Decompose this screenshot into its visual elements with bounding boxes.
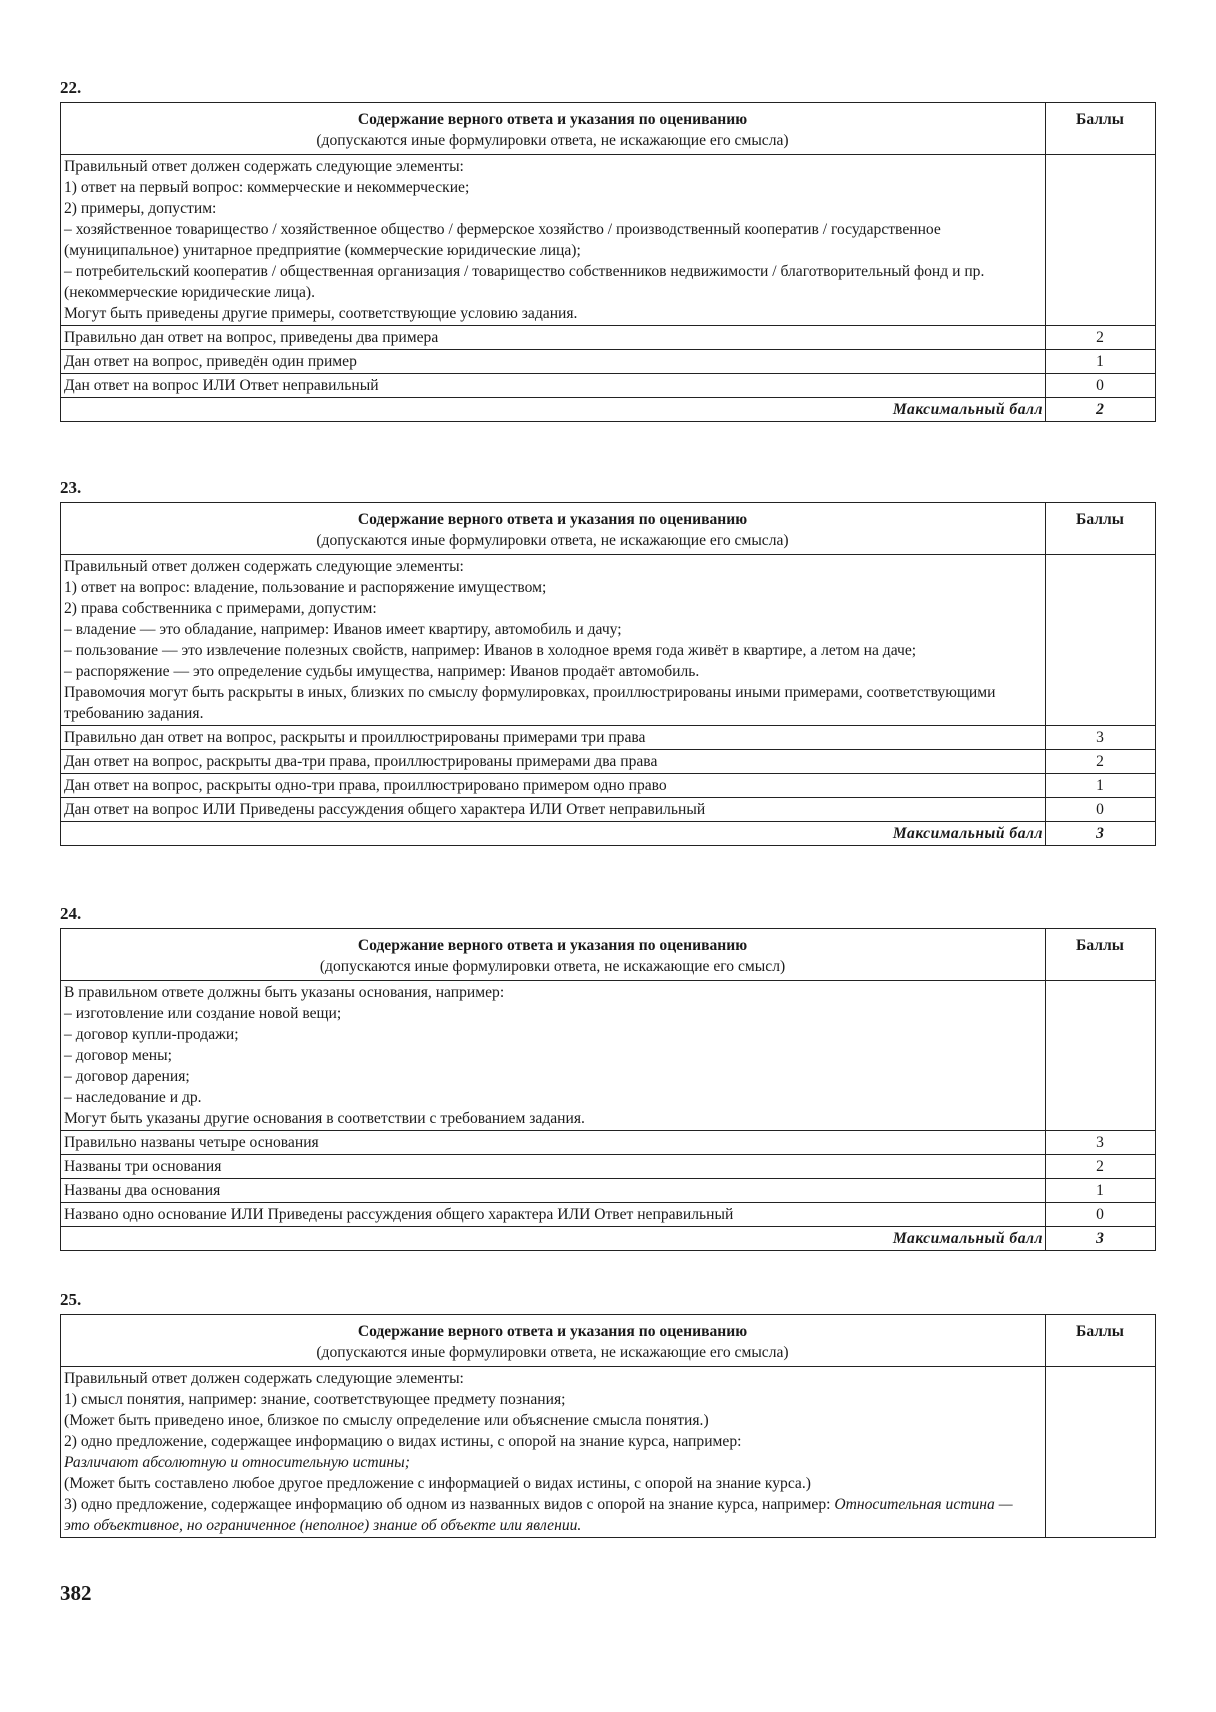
content-line: – договор купли-продажи; bbox=[64, 1026, 239, 1043]
criterion-text: Правильно дан ответ на вопрос, раскрыты и проиллюстрированы примерами три права bbox=[61, 726, 1046, 750]
content-line: 2) одно предложение, содержащее информацию о видах истины, с опорой на знание курса, например: bbox=[64, 1433, 742, 1450]
max-score-value: 3 bbox=[1046, 1227, 1156, 1251]
criterion-text: Дан ответ на вопрос ИЛИ Приведены рассуждения общего характера ИЛИ Ответ неправильный bbox=[61, 798, 1046, 822]
empty-score-cell bbox=[1046, 555, 1156, 726]
header-subtitle: (допускаются иные формулировки ответа, не искажающие его смысла) bbox=[316, 1344, 789, 1361]
content-line: – хозяйственное товарищество / хозяйственное общество / фермерское хозяйство / производственный кооператив / государственное (муниципальное) унитарное предприятие (коммерческие юридические лица); bbox=[64, 221, 941, 259]
score-header: Баллы bbox=[1046, 503, 1156, 555]
header-subtitle: (допускаются иные формулировки ответа, не искажающие его смысла) bbox=[316, 532, 789, 549]
criterion-text: Дан ответ на вопрос ИЛИ Ответ неправильный bbox=[61, 374, 1046, 398]
content-line: Правильный ответ должен содержать следующие элементы: bbox=[64, 158, 464, 175]
content-line: В правильном ответе должны быть указаны основания, например: bbox=[64, 984, 505, 1001]
task-number: 23. bbox=[60, 478, 82, 497]
max-score-label: Максимальный балл bbox=[61, 1227, 1046, 1251]
table-header bbox=[61, 929, 1046, 981]
max-score-value: 3 bbox=[1046, 822, 1156, 846]
content-line: – владение — это обладание, например: Иванов имеет квартиру, автомобиль и дачу; bbox=[64, 621, 622, 638]
answer-content bbox=[61, 981, 1046, 1131]
content-line: – договор дарения; bbox=[64, 1068, 190, 1085]
header-subtitle: (допускаются иные формулировки ответа, не искажающие его смысл) bbox=[319, 958, 786, 975]
criterion-text: Дан ответ на вопрос, раскрыты два-три права, проиллюстрированы примерами два права bbox=[61, 750, 1046, 774]
header-title: Содержание верного ответа и указания по оцениванию bbox=[357, 937, 748, 954]
criterion-text: Дан ответ на вопрос, приведён один пример bbox=[61, 350, 1046, 374]
header-subtitle: (допускаются иные формулировки ответа, не искажающие его смысла) bbox=[316, 132, 789, 149]
content-line: 2) примеры, допустим: bbox=[64, 200, 217, 217]
content-line: – наследование и др. bbox=[64, 1089, 202, 1106]
criterion-score: 0 bbox=[1046, 798, 1156, 822]
content-line: Правильный ответ должен содержать следующие элементы: bbox=[64, 1370, 464, 1387]
criterion-score: 3 bbox=[1046, 726, 1156, 750]
criterion-score: 2 bbox=[1046, 326, 1156, 350]
criterion-text: Названы три основания bbox=[61, 1155, 1046, 1179]
criterion-text: Правильно названы четыре основания bbox=[61, 1131, 1046, 1155]
content-line: Правильный ответ должен содержать следующие элементы: bbox=[64, 558, 464, 575]
empty-score-cell bbox=[1046, 155, 1156, 326]
header-title: Содержание верного ответа и указания по оцениванию bbox=[357, 1323, 748, 1340]
answer-content bbox=[61, 155, 1046, 326]
score-header: Баллы bbox=[1046, 929, 1156, 981]
max-score-label: Максимальный балл bbox=[61, 398, 1046, 422]
criterion-score: 2 bbox=[1046, 750, 1156, 774]
empty-score-cell bbox=[1046, 1367, 1156, 1538]
criterion-text: Названы два основания bbox=[61, 1179, 1046, 1203]
page-number: 382 bbox=[60, 1581, 92, 1605]
criterion-score: 0 bbox=[1046, 1203, 1156, 1227]
task-24-table bbox=[60, 928, 1156, 1251]
answer-content bbox=[61, 555, 1046, 726]
content-line: Могут быть указаны другие основания в соответствии с требованием задания. bbox=[64, 1110, 585, 1127]
content-line: – договор мены; bbox=[64, 1047, 172, 1064]
criterion-score: 0 bbox=[1046, 374, 1156, 398]
answer-content bbox=[61, 1367, 1046, 1538]
criterion-score: 1 bbox=[1046, 1179, 1156, 1203]
task-number: 24. bbox=[60, 904, 82, 923]
task-22-table bbox=[60, 102, 1156, 422]
content-line: 1) смысл понятия, например: знание, соответствующее предмету познания; bbox=[64, 1391, 566, 1408]
criterion-score: 3 bbox=[1046, 1131, 1156, 1155]
content-line: – пользование — это извлечение полезных свойств, например: Иванов в холодное время года живёт в квартире, а летом на даче; bbox=[64, 642, 917, 659]
max-score-value: 2 bbox=[1046, 398, 1156, 422]
content-line: Могут быть приведены другие примеры, соответствующие условию задания. bbox=[64, 305, 578, 322]
task-23-table bbox=[60, 502, 1156, 846]
content-line: (Может быть составлено любое другое предложение с информацией о видах истины, с опорой на знание курса.) bbox=[64, 1475, 811, 1492]
criterion-text: Названо одно основание ИЛИ Приведены рассуждения общего характера ИЛИ Ответ неправильный bbox=[61, 1203, 1046, 1227]
table-header bbox=[61, 503, 1046, 555]
criterion-score: 2 bbox=[1046, 1155, 1156, 1179]
task-25-table bbox=[60, 1314, 1156, 1538]
content-text: 3) одно предложение, содержащее информацию об одном из названных видов с опорой на знание курса, например: bbox=[64, 1496, 831, 1513]
content-line: – потребительский кооператив / общественная организация / товарищество собственников недвижимости / благотворительный фонд и пр. (некоммерческие юридические лица). bbox=[64, 263, 985, 301]
task-number: 25. bbox=[60, 1290, 82, 1309]
content-line: – распоряжение — это определение судьбы имущества, например: Иванов продаёт автомобиль. bbox=[64, 663, 700, 680]
table-header bbox=[61, 103, 1046, 155]
criterion-text: Правильно дан ответ на вопрос, приведены два примера bbox=[61, 326, 1046, 350]
score-header: Баллы bbox=[1046, 103, 1156, 155]
content-line: (Может быть приведено иное, близкое по смыслу определение или объяснение смысла понятия.) bbox=[64, 1412, 709, 1429]
content-line: 1) ответ на вопрос: владение, пользование и распоряжение имуществом; bbox=[64, 579, 547, 596]
content-line: Правомочия могут быть раскрыты в иных, близких по смыслу формулировках, проиллюстрированы иными примерами, соответствующими требованию задания. bbox=[64, 684, 996, 722]
empty-score-cell bbox=[1046, 981, 1156, 1131]
criterion-text: Дан ответ на вопрос, раскрыты одно-три права, проиллюстрировано примером одно право bbox=[61, 774, 1046, 798]
header-title: Содержание верного ответа и указания по оцениванию bbox=[357, 511, 748, 528]
header-title: Содержание верного ответа и указания по оцениванию bbox=[357, 111, 748, 128]
content-line: 2) права собственника с примерами, допустим: bbox=[64, 600, 377, 617]
score-header: Баллы bbox=[1046, 1315, 1156, 1367]
content-line bbox=[64, 1494, 1041, 1536]
criterion-score: 1 bbox=[1046, 774, 1156, 798]
task-number: 22. bbox=[60, 78, 82, 97]
criterion-score: 1 bbox=[1046, 350, 1156, 374]
content-line: – изготовление или создание новой вещи; bbox=[64, 1005, 342, 1022]
table-header bbox=[61, 1315, 1046, 1367]
content-line-italic: Различают абсолютную и относительную истины; bbox=[64, 1454, 410, 1471]
content-line: 1) ответ на первый вопрос: коммерческие и некоммерческие; bbox=[64, 179, 470, 196]
content-example-italic: Относительная истина — это объективное, но ограниченное (неполное) знание об объекте или явлении. bbox=[64, 1496, 1013, 1534]
max-score-label: Максимальный балл bbox=[61, 822, 1046, 846]
